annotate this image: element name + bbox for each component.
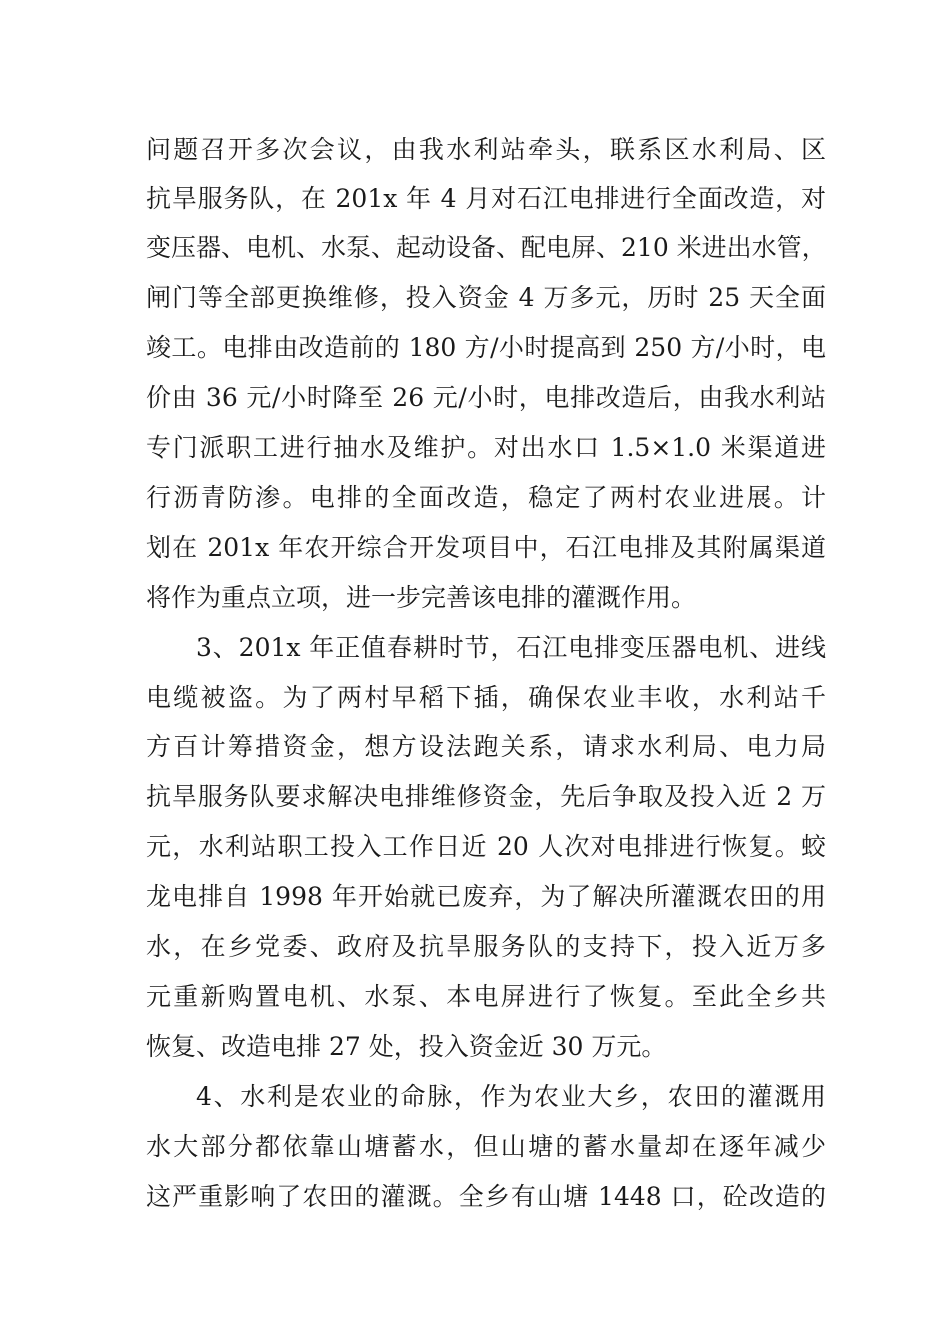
text-line-21: 水大部分都依靠山塘蓄水，但山塘的蓄水量却在逐年减少 [146, 1132, 826, 1161]
text-line-7: 专门派职工进行抽水及维护。对出水口 1.5×1.0 米渠道进 [146, 433, 826, 462]
text-line-10: 将作为重点立项，进一步完善该电排的灌溉作用。 [146, 583, 697, 612]
text-line-9: 划在 201x 年农开综合开发项目中，石江电排及其附属渠道 [146, 533, 826, 562]
text-line-16: 龙电排自 1998 年开始就已废弃，为了解决所灌溉农田的用 [146, 882, 826, 911]
text-line-3: 变压器、电机、水泵、起动设备、配电屏、210 米进出水管， [146, 233, 827, 262]
text-line-5: 竣工。电排由改造前的 180 方/小时提高到 250 方/小时，电 [146, 333, 826, 362]
text-line-17: 水，在乡党委、政府及抗旱服务队的支持下，投入近万多 [146, 932, 826, 961]
text-line-2: 抗旱服务队，在 201x 年 4 月对石江电排进行全面改造，对 [146, 184, 826, 213]
text-line-13: 方百计筹措资金，想方设法跑关系，请求水利局、电力局 [146, 732, 826, 761]
text-line-20: 4、水利是农业的命脉，作为农业大乡，农田的灌溉用 [196, 1082, 826, 1111]
text-line-1: 问题召开多次会议，由我水利站牵头，联系区水利局、区 [146, 135, 826, 164]
text-line-11: 3、201x 年正值春耕时节，石江电排变压器电机、进线 [196, 633, 826, 662]
text-line-8: 行沥青防渗。电排的全面改造，稳定了两村农业进展。计 [146, 483, 826, 512]
text-line-22: 这严重影响了农田的灌溉。全乡有山塘 1448 口，砼改造的 [146, 1182, 826, 1211]
text-line-15: 元，水利站职工投入工作日近 20 人次对电排进行恢复。蛟 [146, 832, 826, 861]
text-line-4: 闸门等全部更换维修，投入资金 4 万多元，历时 25 天全面 [146, 283, 826, 312]
text-line-12: 电缆被盗。为了两村早稻下插，确保农业丰收，水利站千 [146, 683, 826, 712]
text-line-14: 抗旱服务队要求解决电排维修资金，先后争取及投入近 2 万 [146, 782, 826, 811]
text-line-18: 元重新购置电机、水泵、本电屏进行了恢复。至此全乡共 [146, 982, 826, 1011]
text-line-6: 价由 36 元/小时降至 26 元/小时，电排改造后，由我水利站 [146, 383, 826, 412]
text-line-19: 恢复、改造电排 27 处，投入资金近 30 万元。 [146, 1032, 667, 1061]
